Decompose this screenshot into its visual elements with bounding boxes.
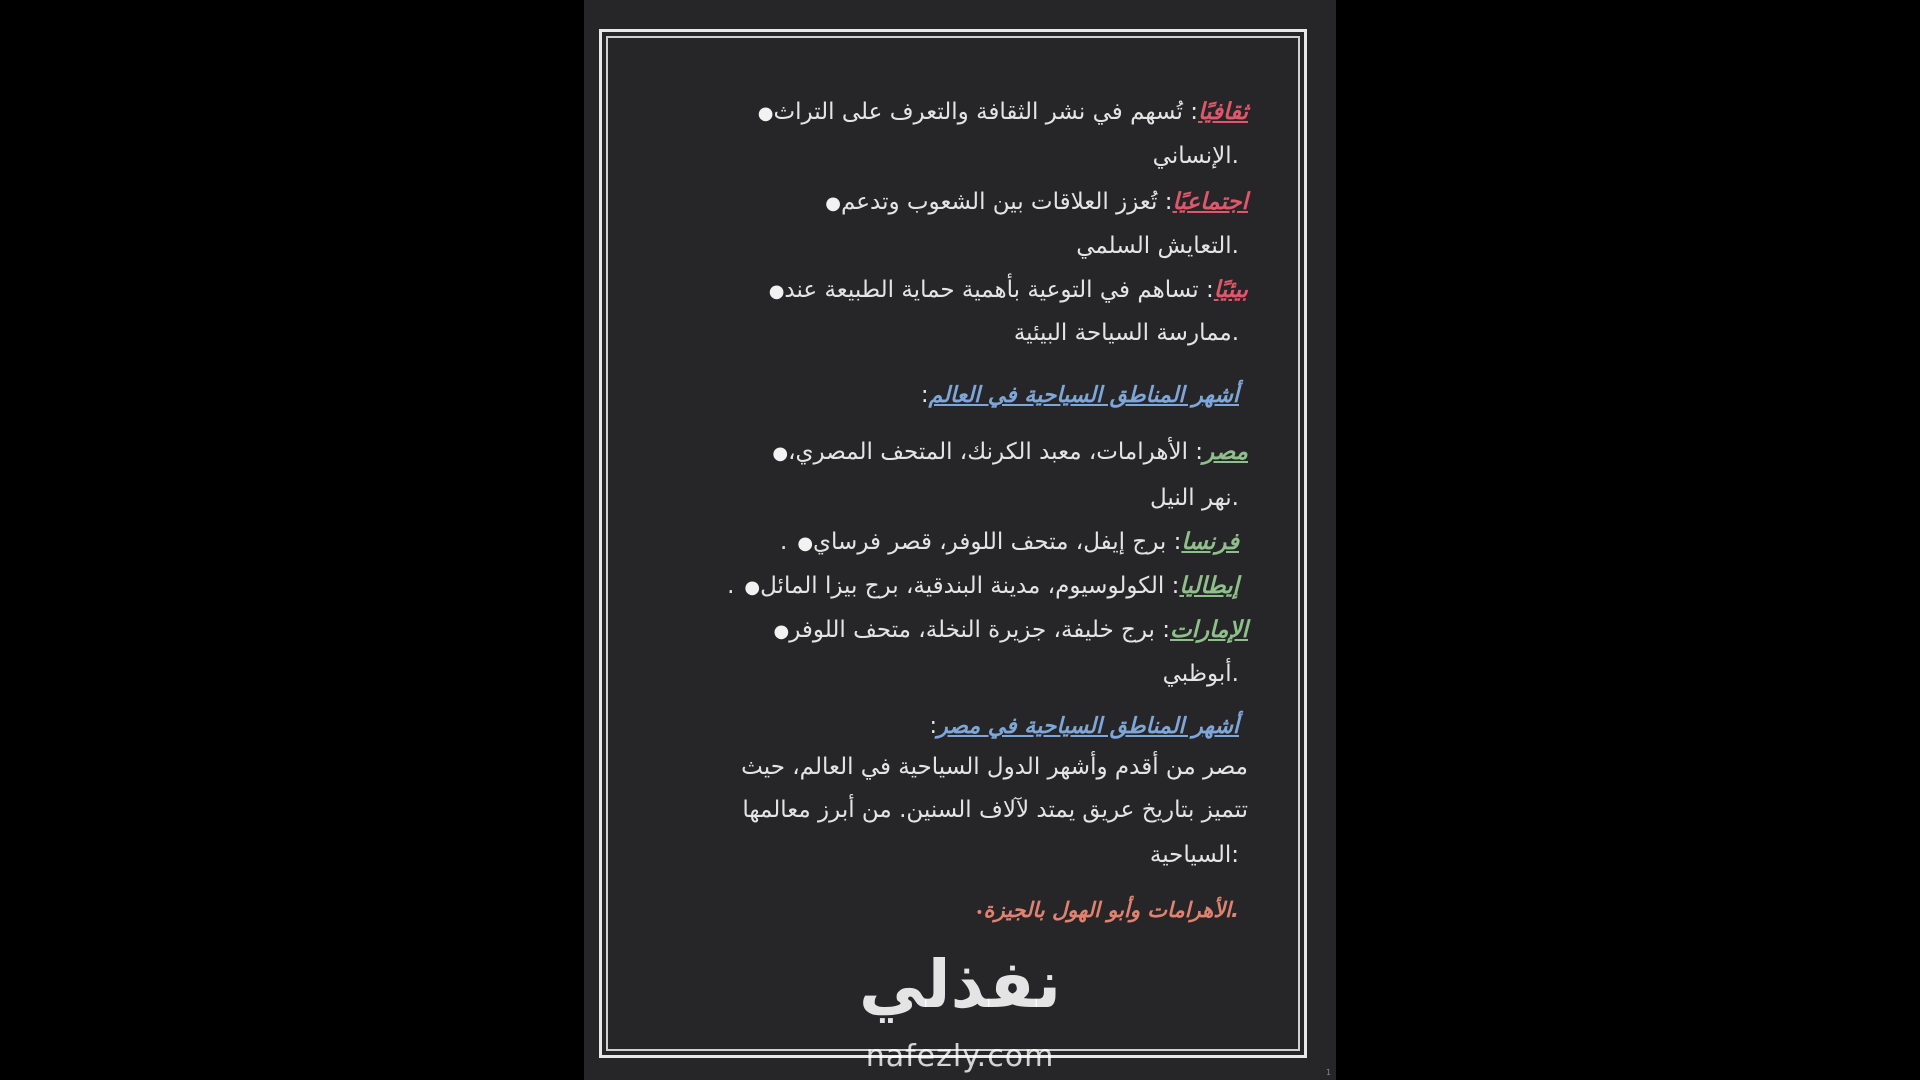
egypt-heading bbox=[929, 711, 1239, 742]
world-heading bbox=[921, 380, 1239, 411]
bullet-icon: ● bbox=[825, 193, 841, 214]
uae-text: : برج خليفة، جزيرة النخلة، متحف اللوفر bbox=[789, 617, 1171, 643]
france-keyword: فرنسا bbox=[1181, 529, 1239, 555]
italy-text: : الكولوسيوم، مدينة البندقية، برج بيزا المائل bbox=[760, 573, 1180, 599]
egypt-paragraph-line-1: مصر من أقدم وأشهر الدول السياحية في العالم، حيث bbox=[741, 754, 1248, 780]
pyramids-text: .الأهرامات وأبو الهول بالجيزة bbox=[983, 898, 1239, 922]
france-text: : برج إيفل، متحف اللوفر، قصر فرساي bbox=[813, 529, 1182, 555]
culture-continuation: .الإنساني bbox=[1152, 143, 1239, 169]
bullet-icon: ● bbox=[757, 103, 774, 124]
france-item bbox=[780, 527, 1239, 559]
nafezly-logo: نفذلي bbox=[859, 946, 1061, 1023]
world-heading-colon: : bbox=[920, 382, 929, 408]
social-keyword: اجتماعيًا bbox=[1172, 189, 1248, 215]
environment-continuation: .ممارسة السياحة البيئية bbox=[1013, 320, 1239, 346]
uae-continuation: .أبوظبي bbox=[1162, 661, 1239, 687]
france-end: . bbox=[780, 529, 788, 555]
italy-item bbox=[727, 571, 1239, 603]
culture-keyword: ثقافيًا bbox=[1198, 99, 1248, 125]
uae-keyword: الإمارات bbox=[1170, 617, 1248, 643]
environment-item bbox=[759, 275, 1248, 307]
egypt-paragraph-line-2: تتميز بتاريخ عريق يمتد لآلاف السنين. من أبرز معالمها bbox=[742, 797, 1248, 823]
egypt-continuation: .نهر النيل bbox=[1149, 485, 1239, 511]
egypt-keyword: مصر bbox=[1203, 439, 1248, 465]
bullet-icon: ● bbox=[744, 577, 761, 598]
culture-text: : تُسهم في نشر الثقافة والتعرف على التراث bbox=[773, 99, 1198, 125]
small-bullet-icon: • bbox=[975, 905, 984, 921]
egypt-paragraph-line-3: :السياحية bbox=[1149, 842, 1239, 868]
italy-keyword: إيطاليا bbox=[1179, 573, 1239, 599]
pyramids-item bbox=[965, 895, 1239, 928]
egypt-heading-text: أشهر المناطق السياحية في مصر bbox=[937, 714, 1239, 739]
egypt-heading-colon: : bbox=[929, 713, 938, 739]
culture-item bbox=[748, 97, 1248, 129]
italy-end: . bbox=[727, 573, 735, 599]
social-item bbox=[815, 187, 1248, 219]
page-number: 1 bbox=[1326, 1068, 1332, 1077]
egypt-text: : الأهرامات، معبد الكرنك، المتحف المصري، bbox=[788, 439, 1204, 465]
social-text: : تُعزز العلاقات بين الشعوب وتدعم bbox=[840, 189, 1173, 215]
world-heading-text: أشهر المناطق السياحية في العالم bbox=[928, 383, 1239, 408]
environment-text: : تساهم في التوعية بأهمية حماية الطبيعة عند bbox=[784, 277, 1214, 303]
bullet-icon: ● bbox=[768, 281, 785, 302]
uae-item bbox=[763, 615, 1248, 647]
bullet-icon: ● bbox=[773, 621, 790, 642]
nafezly-url: nafezly.com bbox=[865, 1039, 1055, 1074]
egypt-item bbox=[762, 437, 1248, 469]
bullet-icon: ● bbox=[772, 443, 789, 464]
environment-keyword: بيئيًا bbox=[1213, 277, 1248, 303]
bullet-icon: ● bbox=[797, 533, 814, 554]
social-continuation: .التعايش السلمي bbox=[1076, 233, 1239, 259]
